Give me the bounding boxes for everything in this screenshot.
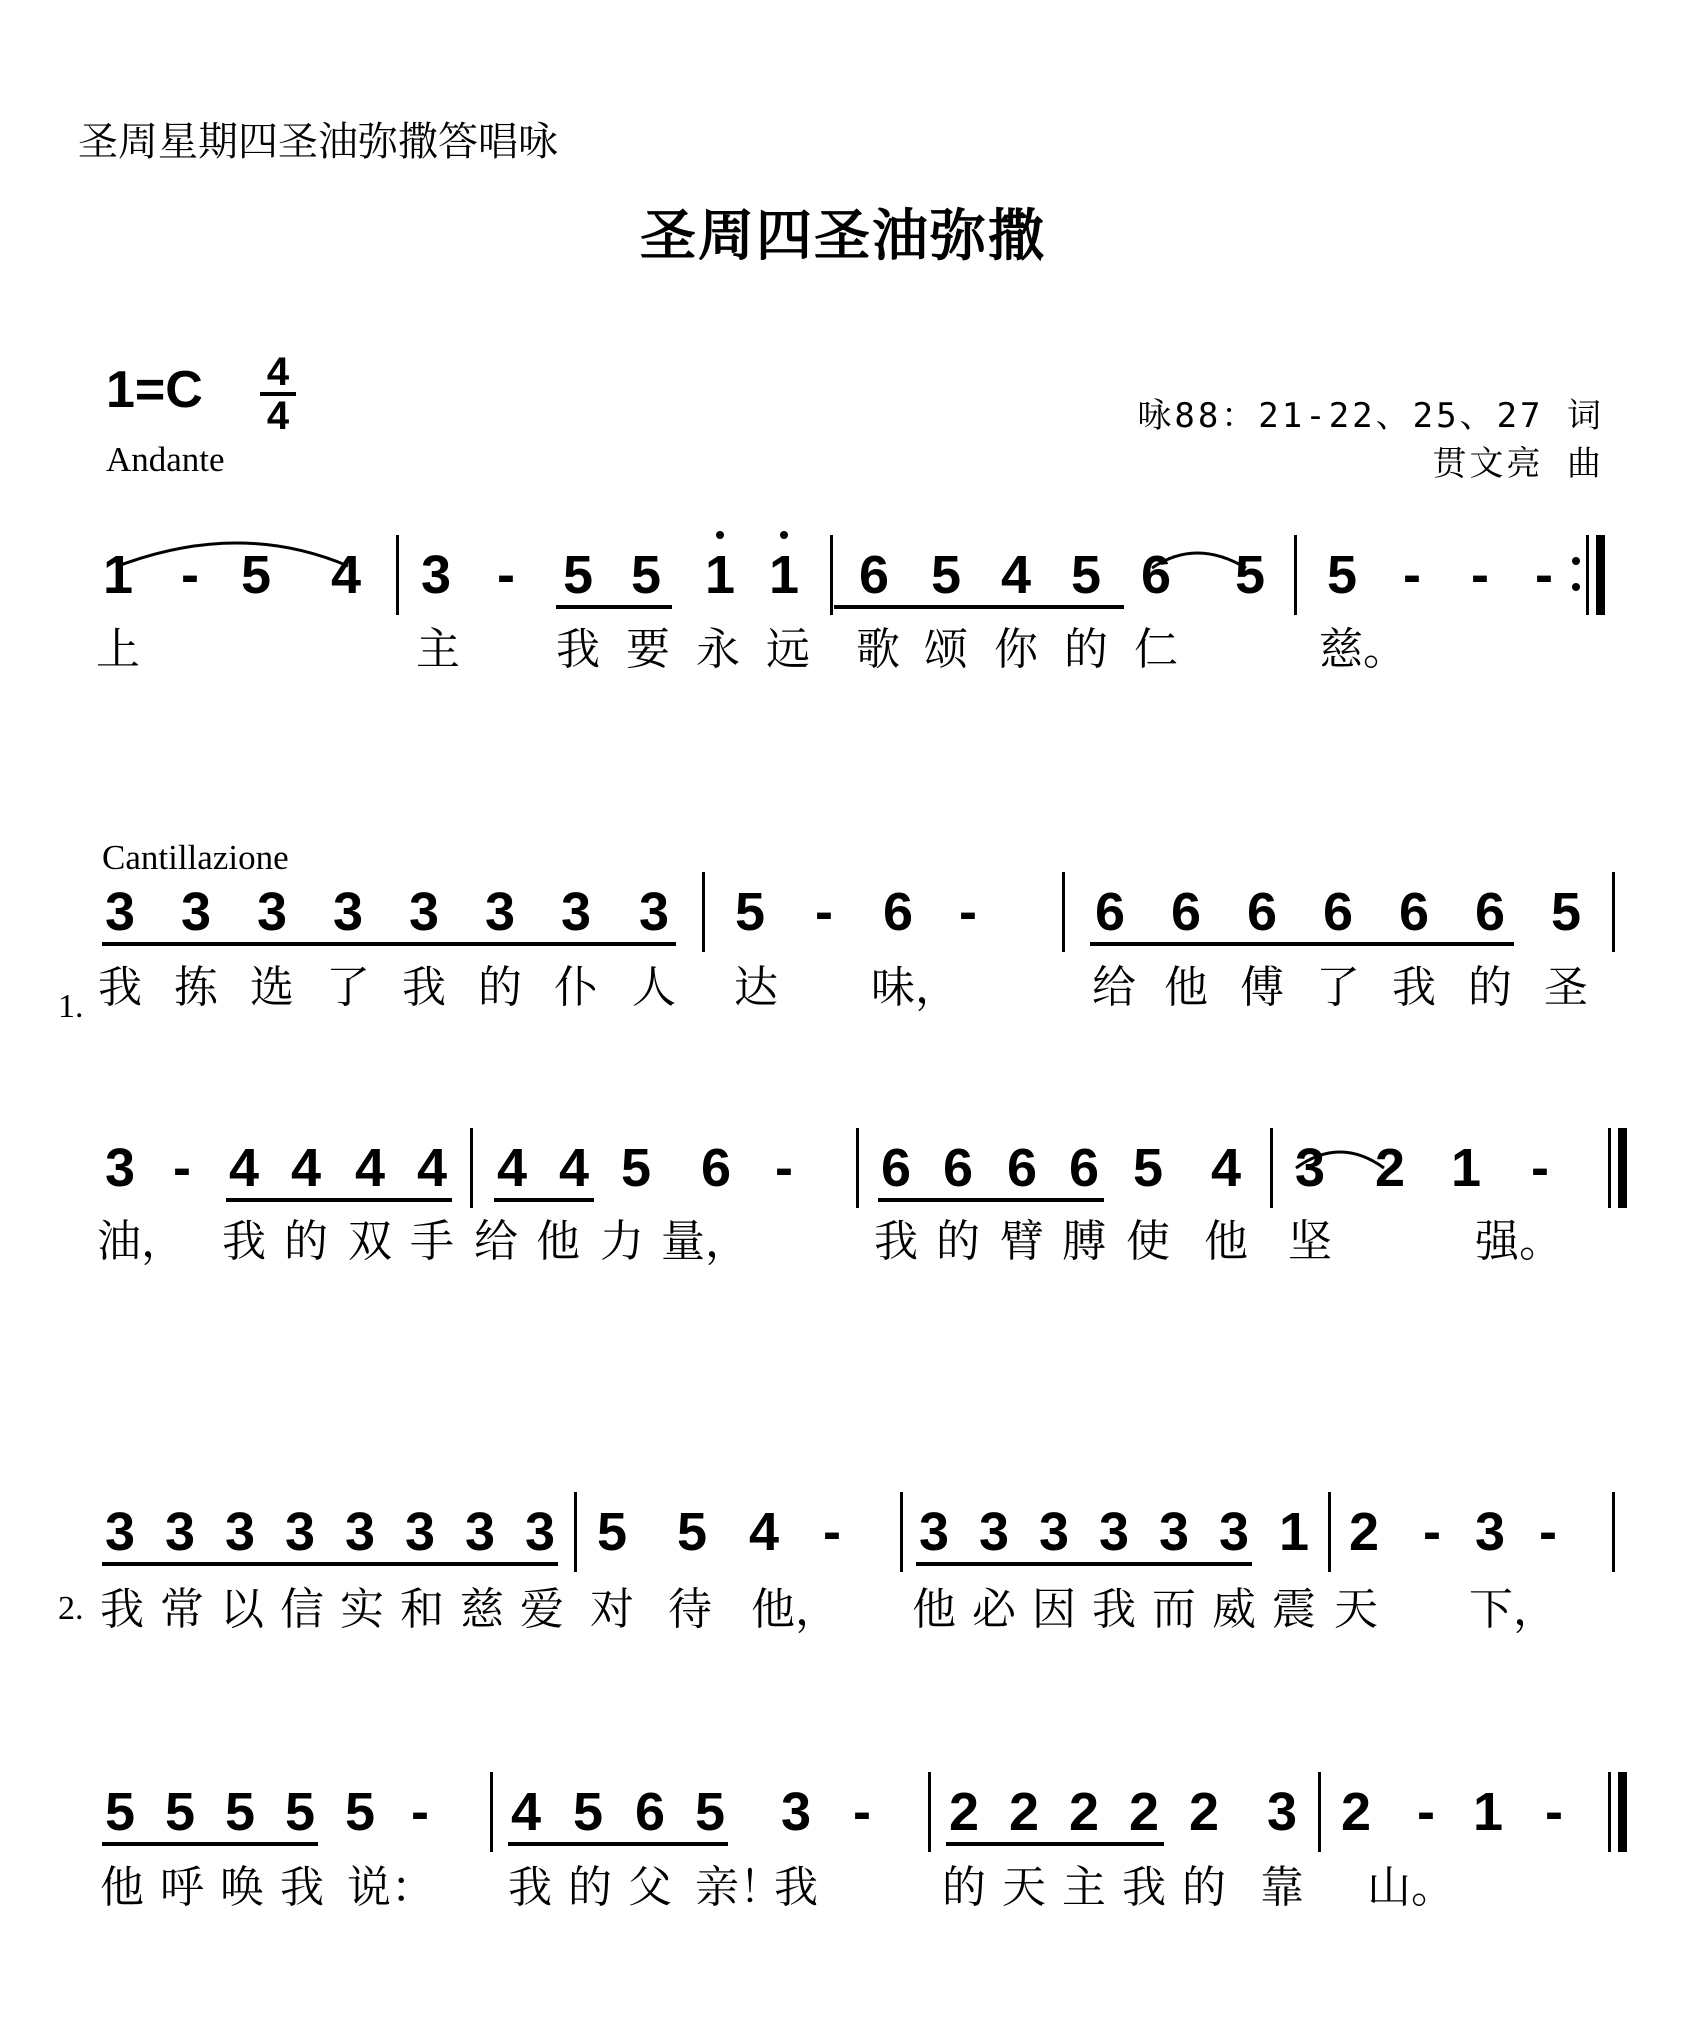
lyric-syllable: 天 bbox=[1002, 1862, 1046, 1913]
lyric-syllable: 和 bbox=[400, 1584, 444, 1635]
note: 5 bbox=[676, 1502, 708, 1562]
note: 3 bbox=[1158, 1502, 1190, 1562]
note: 3 bbox=[224, 1502, 256, 1562]
note: 3 bbox=[524, 1502, 556, 1562]
note: 2 bbox=[1348, 1502, 1380, 1562]
note: 4 bbox=[416, 1138, 448, 1198]
eighth-beam bbox=[556, 605, 672, 609]
lyric-syllable: 量， bbox=[661, 1216, 749, 1267]
note: 2 bbox=[1340, 1782, 1372, 1842]
lyric-syllable: 下， bbox=[1469, 1584, 1557, 1635]
note: 5 bbox=[630, 545, 662, 605]
note: 3 bbox=[1098, 1502, 1130, 1562]
eighth-beam bbox=[102, 942, 676, 946]
note: 3 bbox=[1294, 1138, 1326, 1198]
note: 3 bbox=[284, 1502, 316, 1562]
lyric-syllable: 常 bbox=[160, 1584, 204, 1635]
eighth-beam bbox=[494, 1198, 594, 1202]
lyric-syllable: 达 bbox=[734, 962, 778, 1013]
hold-dash: - bbox=[1539, 1502, 1557, 1562]
lyric-syllable: 我 bbox=[1392, 962, 1436, 1013]
note: 3 bbox=[484, 882, 516, 942]
time-signature bbox=[258, 352, 298, 436]
barline bbox=[1270, 1128, 1273, 1208]
eighth-beam bbox=[226, 1198, 452, 1202]
verse-number: 2. bbox=[58, 1590, 84, 1627]
note: 3 bbox=[464, 1502, 496, 1562]
hold-dash: - bbox=[411, 1782, 429, 1842]
lyric-syllable: 圣 bbox=[1544, 962, 1588, 1013]
lyric-syllable: 手 bbox=[410, 1216, 454, 1267]
lyric-syllable: 父 bbox=[628, 1862, 672, 1913]
lyric-syllable: 信 bbox=[280, 1584, 324, 1635]
lyric-syllable: 我 bbox=[100, 1584, 144, 1635]
note: 4 bbox=[330, 545, 362, 605]
composer-credit: 贯文亮 曲 bbox=[1432, 444, 1604, 484]
note: 3 bbox=[256, 882, 288, 942]
note: 5 bbox=[284, 1782, 316, 1842]
lyric-syllable: 他 bbox=[1164, 962, 1208, 1013]
hold-dash: - bbox=[815, 882, 833, 942]
lyricist-credit: 咏88：21-22、25、27 词 bbox=[1137, 396, 1604, 436]
lyric-syllable: 震 bbox=[1272, 1584, 1316, 1635]
lyric-syllable: 颂 bbox=[924, 624, 968, 675]
barline bbox=[856, 1128, 859, 1208]
note: 3 bbox=[408, 882, 440, 942]
note: 6 bbox=[1068, 1138, 1100, 1198]
lyric-syllable: 味， bbox=[871, 962, 959, 1013]
barline bbox=[1612, 1492, 1615, 1572]
hold-dash: - bbox=[1545, 1782, 1563, 1842]
note: 3 bbox=[344, 1502, 376, 1562]
lyric-syllable: 歌 bbox=[856, 624, 900, 675]
note: 3 bbox=[638, 882, 670, 942]
note: 3 bbox=[918, 1502, 950, 1562]
hold-dash: - bbox=[1471, 545, 1489, 605]
lyric-syllable: 上 bbox=[96, 624, 140, 675]
note: 6 bbox=[1322, 882, 1354, 942]
note: 3 bbox=[104, 1138, 136, 1198]
note: 1 bbox=[102, 545, 134, 605]
lyric-syllable: 人 bbox=[632, 962, 676, 1013]
lyric-syllable: 他 bbox=[912, 1584, 956, 1635]
note: 2 bbox=[1068, 1782, 1100, 1842]
lyric-syllable: 他 bbox=[1204, 1216, 1248, 1267]
note: 5 bbox=[562, 545, 594, 605]
note: 3 bbox=[1218, 1502, 1250, 1562]
tempo-marking: Andante bbox=[106, 440, 225, 479]
note: 3 bbox=[1266, 1782, 1298, 1842]
note: 5 bbox=[734, 882, 766, 942]
note: 4 bbox=[558, 1138, 590, 1198]
lyric-syllable: 了 bbox=[1316, 962, 1360, 1013]
note: 6 bbox=[858, 545, 890, 605]
lyric-syllable: 的 bbox=[478, 962, 522, 1013]
note: 5 bbox=[694, 1782, 726, 1842]
note: 3 bbox=[104, 882, 136, 942]
lyric-syllable: 主 bbox=[416, 624, 460, 675]
lyric-syllable: 慈 bbox=[460, 1584, 504, 1635]
hold-dash: - bbox=[959, 882, 977, 942]
lyric-syllable: 的 bbox=[936, 1216, 980, 1267]
note: 3 bbox=[560, 882, 592, 942]
note: 6 bbox=[942, 1138, 974, 1198]
note: 5 bbox=[344, 1782, 376, 1842]
hold-dash: - bbox=[1417, 1782, 1435, 1842]
barline bbox=[1328, 1492, 1331, 1572]
note: 1 bbox=[768, 545, 800, 605]
lyric-syllable: 傅 bbox=[1240, 962, 1284, 1013]
barline bbox=[1062, 872, 1065, 952]
lyric-syllable: 爱 bbox=[520, 1584, 564, 1635]
note: 3 bbox=[332, 882, 364, 942]
note: 3 bbox=[1474, 1502, 1506, 1562]
lyric-syllable: 我 bbox=[874, 1216, 918, 1267]
barline bbox=[702, 872, 705, 952]
lyric-syllable: 说： bbox=[347, 1862, 435, 1913]
eighth-beam bbox=[916, 1562, 1252, 1566]
section-label: Cantillazione bbox=[102, 838, 289, 877]
lyric-syllable: 的 bbox=[1064, 624, 1108, 675]
note: 3 bbox=[104, 1502, 136, 1562]
note: 5 bbox=[104, 1782, 136, 1842]
repeat-dot bbox=[1572, 583, 1580, 591]
note: 2 bbox=[948, 1782, 980, 1842]
final-barline bbox=[1596, 535, 1605, 615]
note: 6 bbox=[1170, 882, 1202, 942]
note: 3 bbox=[404, 1502, 436, 1562]
note: 6 bbox=[880, 1138, 912, 1198]
lyric-syllable: 呼 bbox=[160, 1862, 204, 1913]
lyric-syllable: 力 bbox=[600, 1216, 644, 1267]
lyric-syllable: 给 bbox=[1092, 962, 1136, 1013]
lyric-syllable: 你 bbox=[994, 624, 1038, 675]
note: 6 bbox=[1006, 1138, 1038, 1198]
lyric-syllable: 我 bbox=[508, 1862, 552, 1913]
lyric-syllable: 坚 bbox=[1288, 1216, 1332, 1267]
note: 5 bbox=[1132, 1138, 1164, 1198]
lyric-syllable: 天 bbox=[1334, 1584, 1378, 1635]
note: 6 bbox=[634, 1782, 666, 1842]
lyric-syllable: 我 bbox=[556, 624, 600, 675]
note: 6 bbox=[882, 882, 914, 942]
lyric-syllable: 而 bbox=[1152, 1584, 1196, 1635]
note: 1 bbox=[704, 545, 736, 605]
note: 2 bbox=[1128, 1782, 1160, 1842]
lyric-syllable: 待 bbox=[668, 1584, 712, 1635]
lyric-syllable: 仁 bbox=[1134, 624, 1178, 675]
lyric-syllable: 使 bbox=[1126, 1216, 1170, 1267]
barline bbox=[928, 1772, 931, 1852]
note: 2 bbox=[1188, 1782, 1220, 1842]
barline bbox=[1608, 1128, 1611, 1208]
repeat-dot bbox=[1572, 557, 1580, 565]
note: 5 bbox=[164, 1782, 196, 1842]
key-signature: 1=C bbox=[106, 361, 203, 419]
barline bbox=[900, 1492, 903, 1572]
barline bbox=[470, 1128, 473, 1208]
note: 3 bbox=[420, 545, 452, 605]
note: 4 bbox=[354, 1138, 386, 1198]
note: 1 bbox=[1472, 1782, 1504, 1842]
eighth-beam bbox=[878, 1198, 1104, 1202]
note: 5 bbox=[930, 545, 962, 605]
barline bbox=[396, 535, 399, 615]
note: 6 bbox=[1398, 882, 1430, 942]
note: 6 bbox=[1094, 882, 1126, 942]
note: 5 bbox=[240, 545, 272, 605]
lyric-syllable: 要 bbox=[626, 624, 670, 675]
note: 1 bbox=[1450, 1138, 1482, 1198]
lyric-syllable: 拣 bbox=[174, 962, 218, 1013]
hold-dash: - bbox=[497, 545, 515, 605]
note: 3 bbox=[180, 882, 212, 942]
lyric-syllable: 必 bbox=[972, 1584, 1016, 1635]
note: 4 bbox=[510, 1782, 542, 1842]
eighth-beam bbox=[1090, 942, 1514, 946]
final-barline bbox=[1618, 1772, 1627, 1852]
hold-dash: - bbox=[1403, 545, 1421, 605]
hold-dash: - bbox=[173, 1138, 191, 1198]
note: 4 bbox=[1000, 545, 1032, 605]
lyric-syllable: 强。 bbox=[1475, 1216, 1563, 1267]
lyric-syllable: 唤 bbox=[220, 1862, 264, 1913]
note: 6 bbox=[700, 1138, 732, 1198]
time-signature-bottom: 4 bbox=[266, 394, 290, 438]
note: 5 bbox=[224, 1782, 256, 1842]
hold-dash: - bbox=[853, 1782, 871, 1842]
lyric-syllable: 他 bbox=[100, 1862, 144, 1913]
lyric-syllable: 我 bbox=[1122, 1862, 1166, 1913]
note: 3 bbox=[780, 1782, 812, 1842]
subtitle: 圣周星期四圣油弥撒答唱咏 bbox=[78, 119, 558, 165]
final-barline bbox=[1618, 1128, 1627, 1208]
note: 3 bbox=[978, 1502, 1010, 1562]
barline bbox=[1608, 1772, 1611, 1852]
note: 4 bbox=[748, 1502, 780, 1562]
note: 1 bbox=[1278, 1502, 1310, 1562]
lyric-syllable: 我 bbox=[280, 1862, 324, 1913]
lyric-syllable: 威 bbox=[1212, 1584, 1256, 1635]
lyric-syllable: 我 bbox=[1092, 1584, 1136, 1635]
lyric-syllable: 山。 bbox=[1367, 1862, 1455, 1913]
lyric-syllable: 选 bbox=[250, 962, 294, 1013]
note: 5 bbox=[1326, 545, 1358, 605]
lyric-syllable: 实 bbox=[340, 1584, 384, 1635]
barline bbox=[574, 1492, 577, 1572]
eighth-beam bbox=[946, 1842, 1164, 1846]
lyric-syllable: 仆 bbox=[554, 962, 598, 1013]
barline bbox=[1586, 535, 1589, 615]
lyric-syllable: 亲！ bbox=[695, 1862, 783, 1913]
note: 5 bbox=[572, 1782, 604, 1842]
lyric-syllable: 给 bbox=[474, 1216, 518, 1267]
eighth-beam bbox=[102, 1842, 318, 1846]
hold-dash: - bbox=[1535, 545, 1553, 605]
eighth-beam bbox=[508, 1842, 728, 1846]
high-octave-dot bbox=[716, 531, 724, 539]
lyric-syllable: 靠 bbox=[1260, 1862, 1304, 1913]
lyric-syllable: 因 bbox=[1032, 1584, 1076, 1635]
lyric-syllable: 臂 bbox=[1000, 1216, 1044, 1267]
note: 4 bbox=[1210, 1138, 1242, 1198]
lyric-syllable: 我 bbox=[98, 962, 142, 1013]
eighth-beam bbox=[102, 1562, 558, 1566]
note: 5 bbox=[620, 1138, 652, 1198]
note: 6 bbox=[1474, 882, 1506, 942]
hold-dash: - bbox=[775, 1138, 793, 1198]
page-title: 圣周四圣油弥撒 bbox=[640, 204, 1046, 269]
hold-dash: - bbox=[1423, 1502, 1441, 1562]
lyric-syllable: 的 bbox=[284, 1216, 328, 1267]
verse-number: 1. bbox=[58, 988, 84, 1025]
lyric-syllable: 了 bbox=[326, 962, 370, 1013]
note: 5 bbox=[1550, 882, 1582, 942]
lyric-syllable: 的 bbox=[1182, 1862, 1226, 1913]
barline bbox=[1294, 535, 1297, 615]
note: 5 bbox=[596, 1502, 628, 1562]
lyric-syllable: 油， bbox=[97, 1216, 185, 1267]
note: 3 bbox=[1038, 1502, 1070, 1562]
lyric-syllable: 远 bbox=[766, 624, 810, 675]
note: 4 bbox=[290, 1138, 322, 1198]
note: 6 bbox=[1246, 882, 1278, 942]
hold-dash: - bbox=[1531, 1138, 1549, 1198]
note: 6 bbox=[1140, 545, 1172, 605]
lyric-syllable: 主 bbox=[1062, 1862, 1106, 1913]
note: 5 bbox=[1234, 545, 1266, 605]
barline bbox=[830, 535, 833, 615]
eighth-beam bbox=[834, 605, 1124, 609]
lyric-syllable: 他 bbox=[536, 1216, 580, 1267]
barline bbox=[490, 1772, 493, 1852]
note: 4 bbox=[228, 1138, 260, 1198]
lyric-syllable: 膊 bbox=[1062, 1216, 1106, 1267]
note: 5 bbox=[1070, 545, 1102, 605]
lyric-syllable: 的 bbox=[1468, 962, 1512, 1013]
lyric-syllable: 慈。 bbox=[1319, 624, 1407, 675]
note: 4 bbox=[496, 1138, 528, 1198]
lyric-syllable: 双 bbox=[348, 1216, 392, 1267]
lyric-syllable: 的 bbox=[568, 1862, 612, 1913]
lyric-syllable: 我 bbox=[774, 1862, 818, 1913]
lyric-syllable: 的 bbox=[942, 1862, 986, 1913]
hold-dash: - bbox=[181, 545, 199, 605]
high-octave-dot bbox=[780, 531, 788, 539]
lyric-syllable: 他， bbox=[751, 1584, 839, 1635]
note: 2 bbox=[1008, 1782, 1040, 1842]
lyric-syllable: 永 bbox=[696, 624, 740, 675]
hold-dash: - bbox=[823, 1502, 841, 1562]
note: 3 bbox=[164, 1502, 196, 1562]
lyric-syllable: 我 bbox=[402, 962, 446, 1013]
barline bbox=[1612, 872, 1615, 952]
note: 2 bbox=[1374, 1138, 1406, 1198]
barline bbox=[1318, 1772, 1321, 1852]
lyric-syllable: 以 bbox=[220, 1584, 264, 1635]
lyric-syllable: 对 bbox=[590, 1584, 634, 1635]
lyric-syllable: 我 bbox=[222, 1216, 266, 1267]
time-signature-top: 4 bbox=[266, 350, 290, 394]
